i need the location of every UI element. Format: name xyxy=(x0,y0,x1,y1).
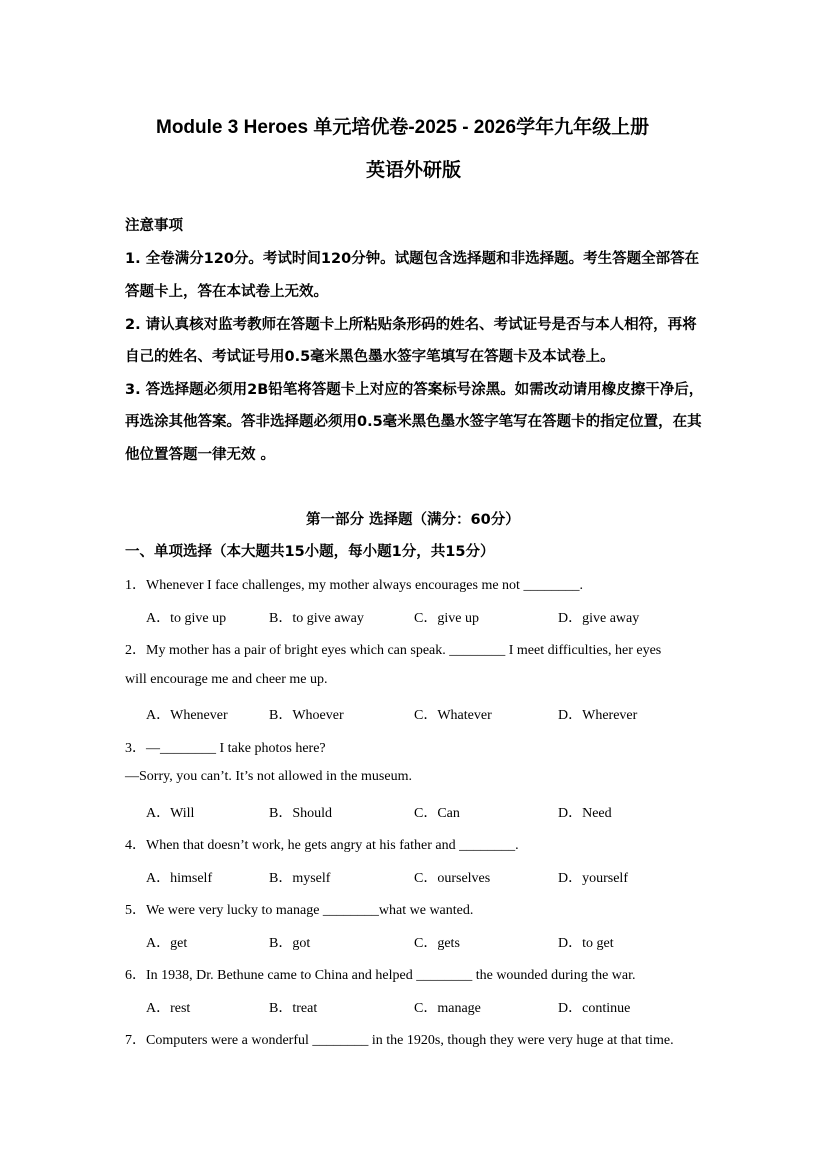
question-4-text: 4．When that doesn’t work, he gets angry at his father and ________. xyxy=(125,838,519,853)
part-heading: 第一部分 选择题（满分：60分） xyxy=(306,512,520,528)
question-6-option-a: A．rest xyxy=(146,1001,191,1016)
question-3-text-line-1: 3．—________ I take photos here? xyxy=(125,741,326,756)
question-1-option-c: C．give up xyxy=(414,611,479,626)
notice-item-3-line-2: 再选涂其他答案。答非选择题必须用0.5毫米黑色墨水签字笔写在答题卡的指定位置，在其 xyxy=(125,414,702,430)
question-2-text-line-2: will encourage me and cheer me up. xyxy=(125,672,328,687)
notice-heading: 注意事项 xyxy=(125,218,183,234)
question-2-option-a: A．Whenever xyxy=(146,708,228,723)
notice-item-2-line-2: 自己的姓名、考试证号用0.5毫米黑色墨水签字笔填写在答题卡及本试卷上。 xyxy=(125,349,615,365)
question-4-option-c: C．ourselves xyxy=(414,871,491,886)
question-5-option-c: C．gets xyxy=(414,936,460,951)
question-1-option-d: D．give away xyxy=(558,611,640,626)
notice-item-3-line-3: 他位置答题一律无效 。 xyxy=(125,447,276,463)
question-5-text: 5．We were very lucky to manage ________what we wanted. xyxy=(125,903,474,918)
question-5-option-a: A．get xyxy=(146,936,188,951)
document-title: Module 3 Heroes 单元培优卷-2025 - 2026学年九年级上册 xyxy=(156,117,650,138)
notice-item-1-line-2: 答题卡上，答在本试卷上无效。 xyxy=(125,284,328,300)
question-2-option-d: D．Wherever xyxy=(558,708,638,723)
section-heading: 一、单项选择（本大题共15小题，每小题1分，共15分） xyxy=(125,544,495,560)
question-1-text: 1．Whenever I face challenges, my mother always encourages me not ________. xyxy=(125,578,583,593)
question-2-option-b: B．Whoever xyxy=(269,708,344,723)
question-4-option-a: A．himself xyxy=(146,871,213,886)
question-7-text: 7．Computers were a wonderful ________ in the 1920s, though they were very huge at that time. xyxy=(125,1033,674,1048)
question-1-option-a: A．to give up xyxy=(146,611,227,626)
question-3-option-a: A．Will xyxy=(146,806,195,821)
notice-item-1-line-1: 1. 全卷满分120分。考试时间120分钟。试题包含选择题和非选择题。考生答题全部答在 xyxy=(125,251,700,267)
question-2-option-c: C．Whatever xyxy=(414,708,492,723)
notice-item-3-line-1: 3. 答选择题必须用2B铅笔将答题卡上对应的答案标号涂黑。如需改动请用橡皮擦干净后， xyxy=(125,382,704,398)
question-3-option-d: D．Need xyxy=(558,806,612,821)
question-3-text-line-2: —Sorry, you can’t. It’s not allowed in the museum. xyxy=(125,769,412,784)
question-2-text-line-1: 2．My mother has a pair of bright eyes which can speak. ________ I meet difficulties, her eyes xyxy=(125,643,662,658)
question-1-option-b: B．to give away xyxy=(269,611,364,626)
notice-item-2-line-1: 2. 请认真核对监考教师在答题卡上所粘贴条形码的姓名、考试证号是否与本人相符，再将 xyxy=(125,317,697,333)
question-4-option-b: B．myself xyxy=(269,871,331,886)
question-4-option-d: D．yourself xyxy=(558,871,628,886)
question-5-option-d: D．to get xyxy=(558,936,614,951)
document-subtitle: 英语外研版 xyxy=(366,160,462,181)
question-6-option-d: D．continue xyxy=(558,1001,631,1016)
question-3-option-b: B．Should xyxy=(269,806,333,821)
question-6-text: 6．In 1938, Dr. Bethune came to China and helped ________ the wounded during the war. xyxy=(125,968,636,983)
question-6-option-b: B．treat xyxy=(269,1001,318,1016)
question-3-option-c: C．Can xyxy=(414,806,460,821)
question-6-option-c: C．manage xyxy=(414,1001,481,1016)
question-5-option-b: B．got xyxy=(269,936,311,951)
